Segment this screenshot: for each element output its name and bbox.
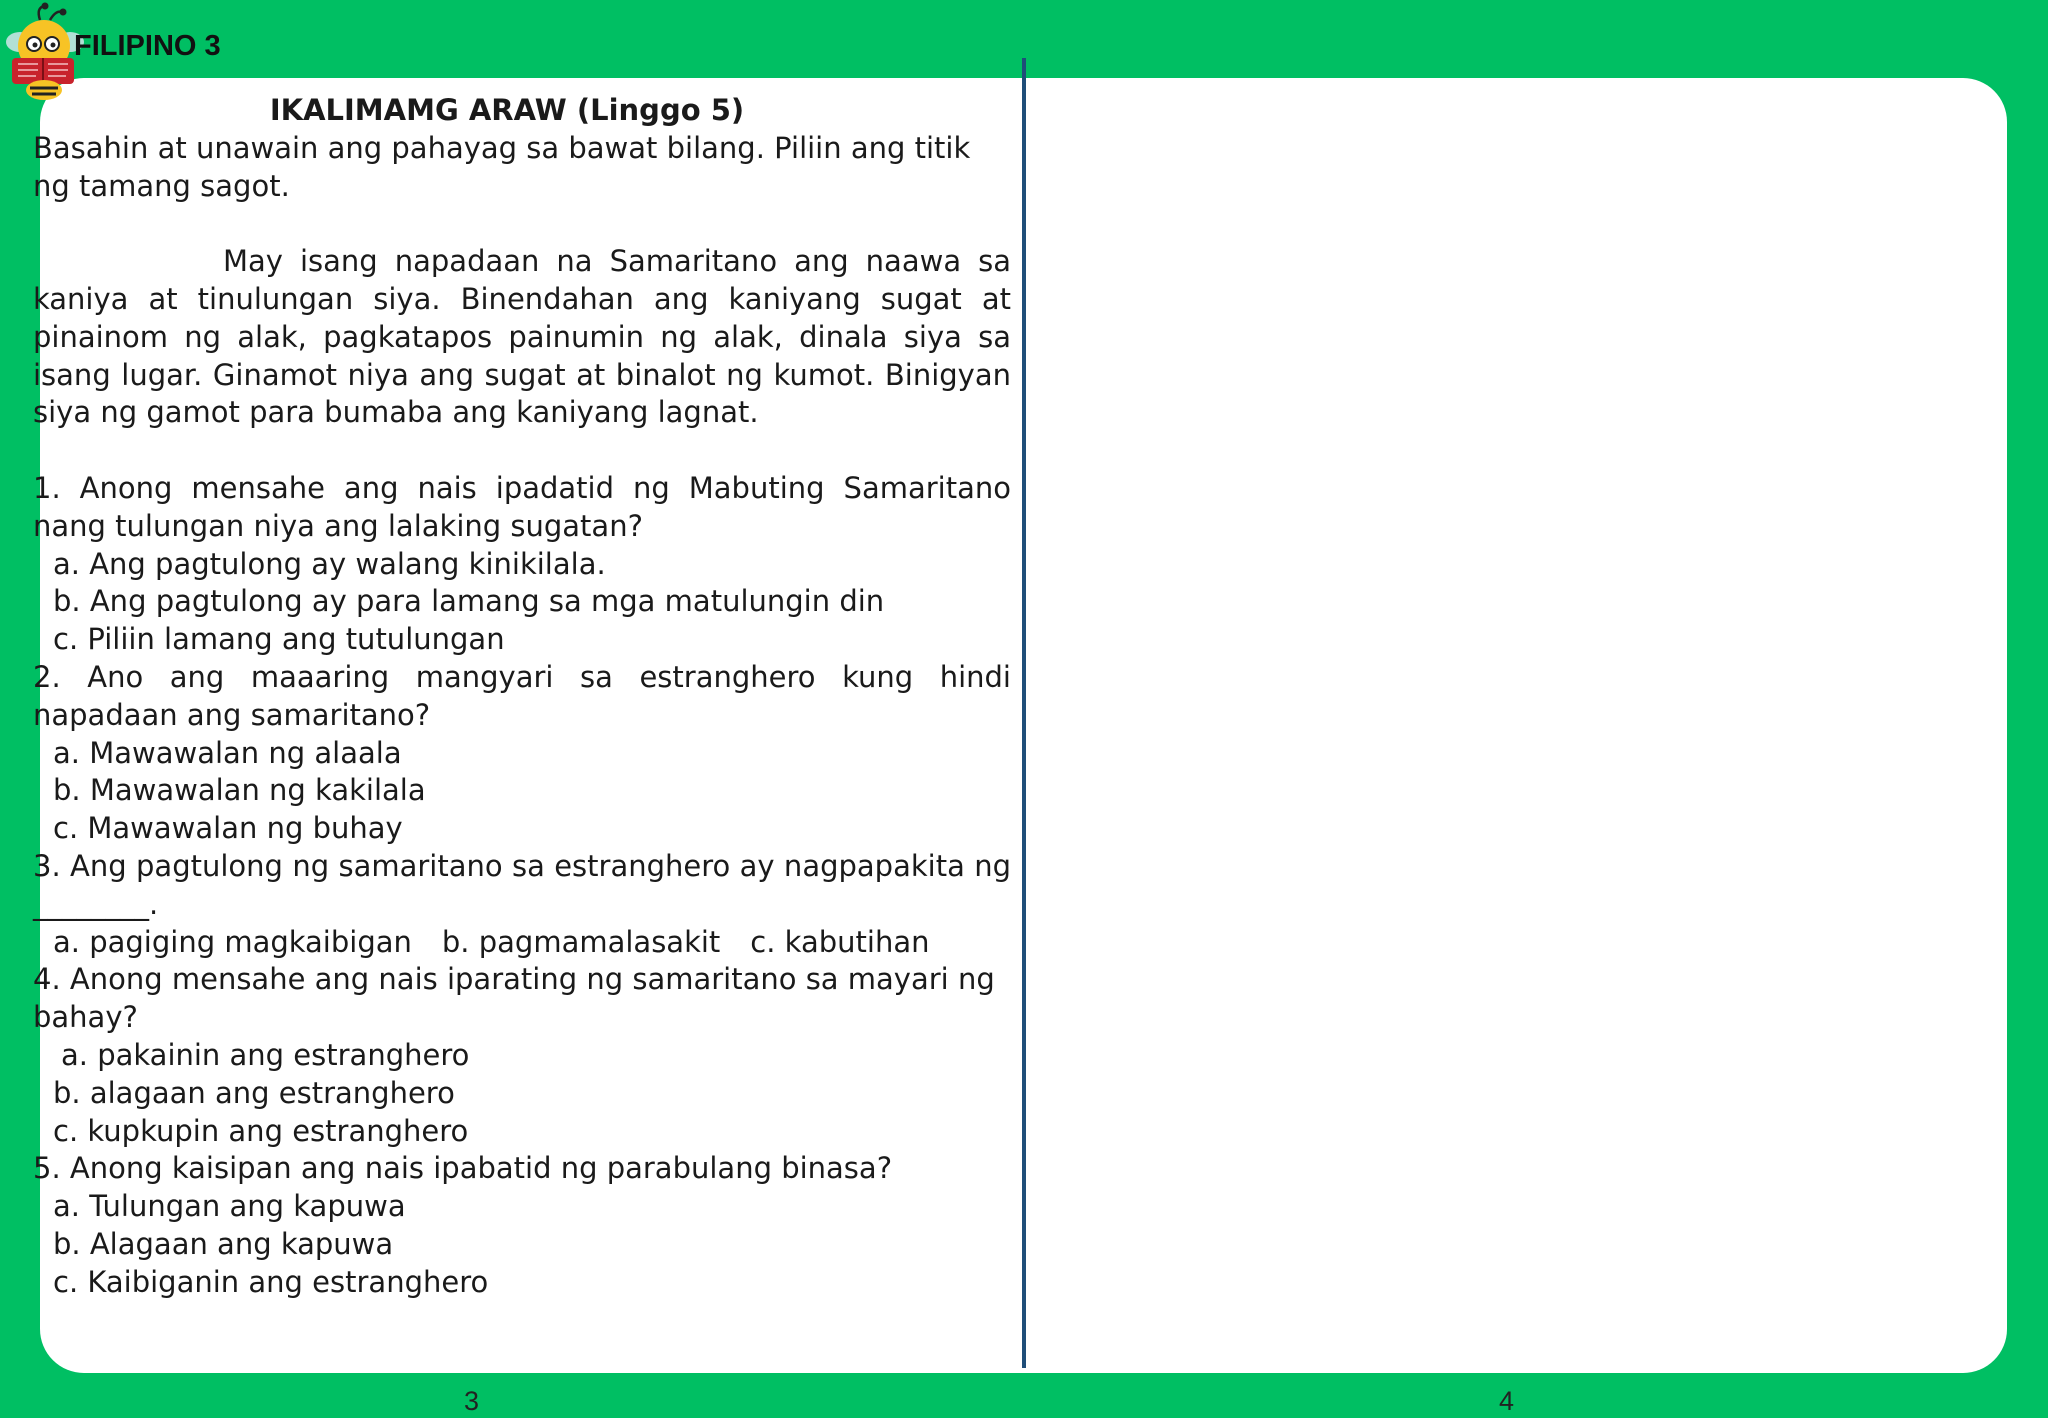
page-number-right: 4: [1499, 1386, 1515, 1416]
question-1-option-c: c. Piliin lamang ang tutulungan: [53, 622, 505, 657]
question-3-option-b: b. pagmamalasakit: [441, 924, 721, 959]
question-4-option-c: c. kupkupin ang estranghero: [53, 1113, 469, 1148]
question-4: 4. Anong mensahe ang nais iparating ng samaritano sa mayari ng bahay?: [33, 962, 995, 1035]
question-3: 3. Ang pagtulong ng samaritano sa estranghero ay nagpapakita ng ________.: [33, 848, 1011, 921]
question-5-option-c: c. Kaibiganin ang estranghero: [53, 1264, 489, 1299]
question-3-option-a: a. pagiging magkaibigan: [53, 924, 412, 959]
lesson-title: IKALIMAMG ARAW (Linggo 5): [269, 93, 745, 127]
question-1-option-b: b. Ang pagtulong ay para lamang sa mga matulungin din: [53, 584, 885, 619]
question-3-options: [33, 924, 1011, 962]
question-1: 1. Anong mensahe ang nais ipadatid ng Mabuting Samaritano nang tulungan niya ang lalaking sugatan?: [33, 470, 1011, 543]
page-divider: [1022, 58, 1026, 1368]
question-2-option-c: c. Mawawalan ng buhay: [53, 811, 403, 846]
subject-title: FILIPINO 3: [74, 30, 221, 62]
question-5-option-b: b. Alagaan ang kapuwa: [53, 1226, 394, 1261]
question-5-option-a: a. Tulungan ang kapuwa: [53, 1189, 406, 1224]
page-number-left: 3: [464, 1386, 480, 1416]
left-column: [33, 92, 1011, 1302]
question-3-option-c: c. kabutihan: [750, 924, 930, 959]
question-1-option-a: a. Ang pagtulong ay walang kinikilala.: [53, 546, 606, 581]
question-2: 2. Ano ang maaaring mangyari sa estranghero kung hindi napadaan ang samaritano?: [33, 659, 1011, 732]
question-4-option-a: a. pakainin ang estranghero: [61, 1037, 470, 1072]
reading-passage: May isang napadaan na Samaritano ang naawa sa kaniya at tinulungan siya. Binendahan ang kaniyang sugat at pinainom ng alak, pagkatapos painumin ng alak, dinala siya sa isang lugar. Ginamot niya ang sugat at binalot ng kumot. Binigyan siya ng gamot para bumaba ang kaniyang lagnat.: [33, 244, 1011, 430]
question-2-option-b: b. Mawawalan ng kakilala: [53, 773, 426, 808]
instruction-text: Basahin at unawain ang pahayag sa bawat bilang. Piliin ang titik ng tamang sagot.: [33, 130, 971, 203]
question-5: 5. Anong kaisipan ang nais ipabatid ng parabulang binasa?: [33, 1151, 893, 1186]
question-4-option-b: b. alagaan ang estranghero: [53, 1075, 455, 1110]
question-2-option-a: a. Mawawalan ng alaala: [53, 735, 402, 770]
